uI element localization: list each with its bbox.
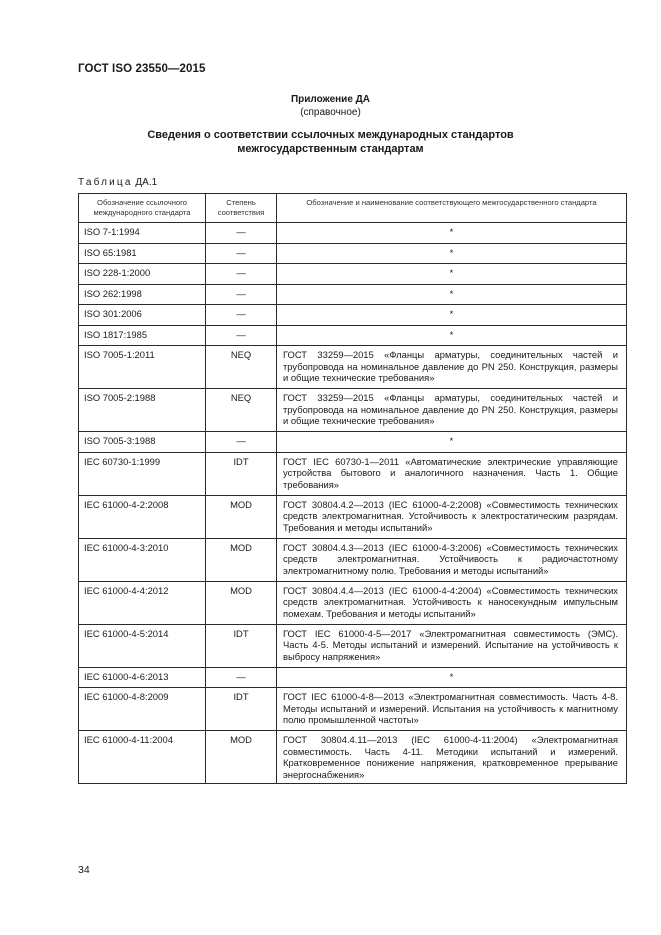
cell-ref: ISO 7005-2:1988 xyxy=(79,389,206,432)
cell-degree: IDT xyxy=(206,624,277,667)
cell-desc: ГОСТ 30804.4.11—2013 (IEC 61000-4-11:2004) «Электромагнитная совместимость. Часть 4-11. Методики испытаний и измерений. Кратковременное понижение напряжения, кратковременное прерывание энергоснабжения» xyxy=(277,731,627,784)
annex-type: (справочное) xyxy=(300,107,361,118)
cell-desc: * xyxy=(277,284,627,305)
table-row xyxy=(79,305,627,326)
table-header-row xyxy=(79,194,627,223)
cell-desc: * xyxy=(277,325,627,346)
table-row xyxy=(79,581,627,624)
table-row xyxy=(79,389,627,432)
cell-desc: ГОСТ 30804.4.4—2013 (IEC 61000-4-4:2004) «Совместимость технических средств электромагнитная. Устойчивость к наносекундным импульсным помехам. Требования и методы испытаний» xyxy=(277,581,627,624)
table-label-number: ДА.1 xyxy=(135,177,158,188)
cell-desc: * xyxy=(277,432,627,453)
cell-ref: IEC 61000-4-2:2008 xyxy=(79,495,206,538)
table-row xyxy=(79,284,627,305)
table-row xyxy=(79,688,627,731)
section-title-line-2: межгосударственным стандартам xyxy=(237,143,424,155)
section-title-line-1: Сведения о соответствии ссылочных международных стандартов xyxy=(147,129,514,141)
cell-ref: IEC 61000-4-11:2004 xyxy=(79,731,206,784)
cell-desc: ГОСТ IEC 61000-4-8—2013 «Электромагнитная совместимость. Часть 4-8. Методы испытаний и измерений. Испытания на устойчивость к магнитному полю промышленной частоты» xyxy=(277,688,627,731)
table-row xyxy=(79,325,627,346)
cell-ref: IEC 61000-4-4:2012 xyxy=(79,581,206,624)
table-row xyxy=(79,538,627,581)
cell-ref: IEC 61000-4-5:2014 xyxy=(79,624,206,667)
cell-ref: ISO 7005-1:2011 xyxy=(79,346,206,389)
cell-ref: IEC 61000-4-8:2009 xyxy=(79,688,206,731)
table-label xyxy=(78,177,157,188)
cell-ref: ISO 228-1:2000 xyxy=(79,264,206,285)
cell-ref: ISO 65:1981 xyxy=(79,243,206,264)
table-row xyxy=(79,432,627,453)
cell-desc: ГОСТ 30804.4.3—2013 (IEC 61000-4-3:2006) «Совместимость технических средств электромагнитная. Устойчивость к радиочастотному электромагнитному полю. Требования и методы испытаний» xyxy=(277,538,627,581)
table-row xyxy=(79,731,627,784)
annex-title: Приложение ДА xyxy=(290,94,371,105)
header-ref-standard: Обозначение ссылочного международного стандарта xyxy=(79,194,206,223)
cell-ref: ISO 301:2006 xyxy=(79,305,206,326)
cell-degree: MOD xyxy=(206,731,277,784)
cell-desc: * xyxy=(277,305,627,326)
cell-degree: — xyxy=(206,223,277,244)
cell-degree: — xyxy=(206,432,277,453)
correspondence-table xyxy=(78,193,627,784)
cell-degree: MOD xyxy=(206,495,277,538)
table-row xyxy=(79,624,627,667)
table-label-prefix: Таблица xyxy=(78,177,133,188)
cell-degree: — xyxy=(206,667,277,688)
page-number: 34 xyxy=(78,864,90,876)
cell-degree: — xyxy=(206,325,277,346)
cell-desc: ГОСТ IEC 60730-1—2011 «Автоматические электрические управляющие устройства бытового и аналогичного назначения. Часть 1. Общие требования» xyxy=(277,452,627,495)
header-degree: Степень соответствия xyxy=(206,194,277,223)
table-row xyxy=(79,243,627,264)
cell-desc: ГОСТ 33259—2015 «Фланцы арматуры, соединительных частей и трубопровода на номинальное давление до PN 250. Конструкция, размеры и общие технические требования» xyxy=(277,346,627,389)
table-row xyxy=(79,223,627,244)
table-row xyxy=(79,346,627,389)
table-row xyxy=(79,452,627,495)
cell-desc: * xyxy=(277,667,627,688)
table-row xyxy=(79,264,627,285)
cell-desc: ГОСТ 33259—2015 «Фланцы арматуры, соединительных частей и трубопровода на номинальное давление до PN 250. Конструкция, размеры и общие технические требования» xyxy=(277,389,627,432)
cell-degree: MOD xyxy=(206,581,277,624)
table-row xyxy=(79,667,627,688)
cell-desc: * xyxy=(277,264,627,285)
cell-ref: ISO 7005-3:1988 xyxy=(79,432,206,453)
cell-desc: * xyxy=(277,243,627,264)
cell-degree: MOD xyxy=(206,538,277,581)
cell-degree: — xyxy=(206,264,277,285)
table-row xyxy=(79,495,627,538)
cell-degree: NEQ xyxy=(206,389,277,432)
cell-degree: — xyxy=(206,243,277,264)
cell-desc: * xyxy=(277,223,627,244)
annex-heading xyxy=(0,93,661,119)
header-interstate-standard: Обозначение и наименование соответствующего межгосударственного стандарта xyxy=(277,194,627,223)
cell-degree: — xyxy=(206,284,277,305)
cell-degree: — xyxy=(206,305,277,326)
cell-desc: ГОСТ 30804.4.2—2013 (IEC 61000-4-2:2008) «Совместимость технических средств электромагнитная. Устойчивость к электростатическим разрядам. Требования и методы испытаний» xyxy=(277,495,627,538)
cell-degree: IDT xyxy=(206,688,277,731)
cell-ref: IEC 61000-4-3:2010 xyxy=(79,538,206,581)
cell-ref: IEC 61000-4-6:2013 xyxy=(79,667,206,688)
cell-ref: ISO 7-1:1994 xyxy=(79,223,206,244)
cell-ref: IEC 60730-1:1999 xyxy=(79,452,206,495)
cell-degree: NEQ xyxy=(206,346,277,389)
cell-desc: ГОСТ IEC 61000-4-5—2017 «Электромагнитная совместимость (ЭМС). Часть 4-5. Методы испытаний и измерений. Испытание на устойчивость к выбросу напряжения» xyxy=(277,624,627,667)
cell-ref: ISO 1817:1985 xyxy=(79,325,206,346)
standard-designation: ГОСТ ISO 23550—2015 xyxy=(78,63,206,75)
section-title xyxy=(0,128,661,156)
cell-degree: IDT xyxy=(206,452,277,495)
cell-ref: ISO 262:1998 xyxy=(79,284,206,305)
